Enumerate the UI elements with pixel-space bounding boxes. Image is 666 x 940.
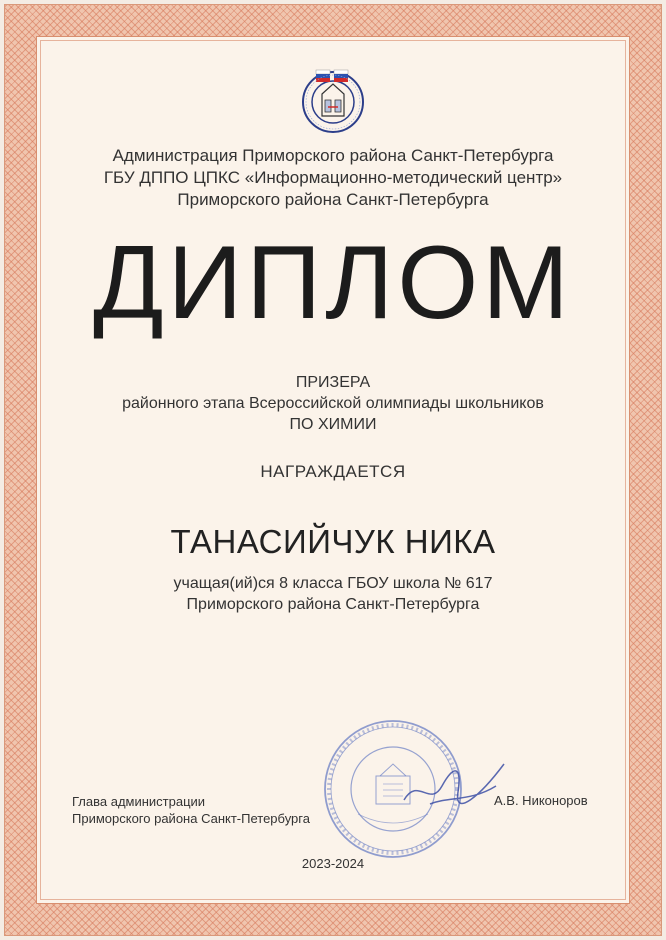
header-line-3: Приморского района Санкт-Петербурга [177, 190, 489, 209]
award-description [40, 372, 626, 435]
recipient-details [40, 573, 626, 615]
awarded-label: НАГРАЖДАЕТСЯ [260, 462, 406, 481]
academic-year: 2023-2024 [301, 856, 365, 871]
award-line-2: районного этапа Всероссийской олимпиады школьников [122, 395, 544, 412]
recipient-line-2: Приморского района Санкт-Петербурга [186, 596, 480, 613]
recipient-name: ТАНАСИЙЧУК НИКА [170, 523, 496, 560]
signatory-position-line-2: Приморского района Санкт-Петербурга [72, 811, 310, 826]
award-line-1: ПРИЗЕРА [295, 374, 371, 391]
header-line-2: ГБУ ДППО ЦПКС «Информационно-методический центр» [103, 168, 563, 187]
header-line-1: Администрация Приморского района Санкт-Петербурга [112, 146, 554, 165]
recipient-line-1: учащая(ий)ся 8 класса ГБОУ школа № 617 [173, 575, 493, 592]
organization-header [40, 145, 626, 211]
olympiad-logo-icon [294, 62, 372, 140]
signatory-position [72, 793, 372, 827]
award-line-3: ПО ХИМИИ [289, 416, 377, 433]
signatory-position-line-1: Глава администрации [72, 794, 206, 809]
signatory-name: А.В. Никоноров [494, 793, 588, 808]
diploma-title: ДИПЛОМ [93, 225, 573, 341]
